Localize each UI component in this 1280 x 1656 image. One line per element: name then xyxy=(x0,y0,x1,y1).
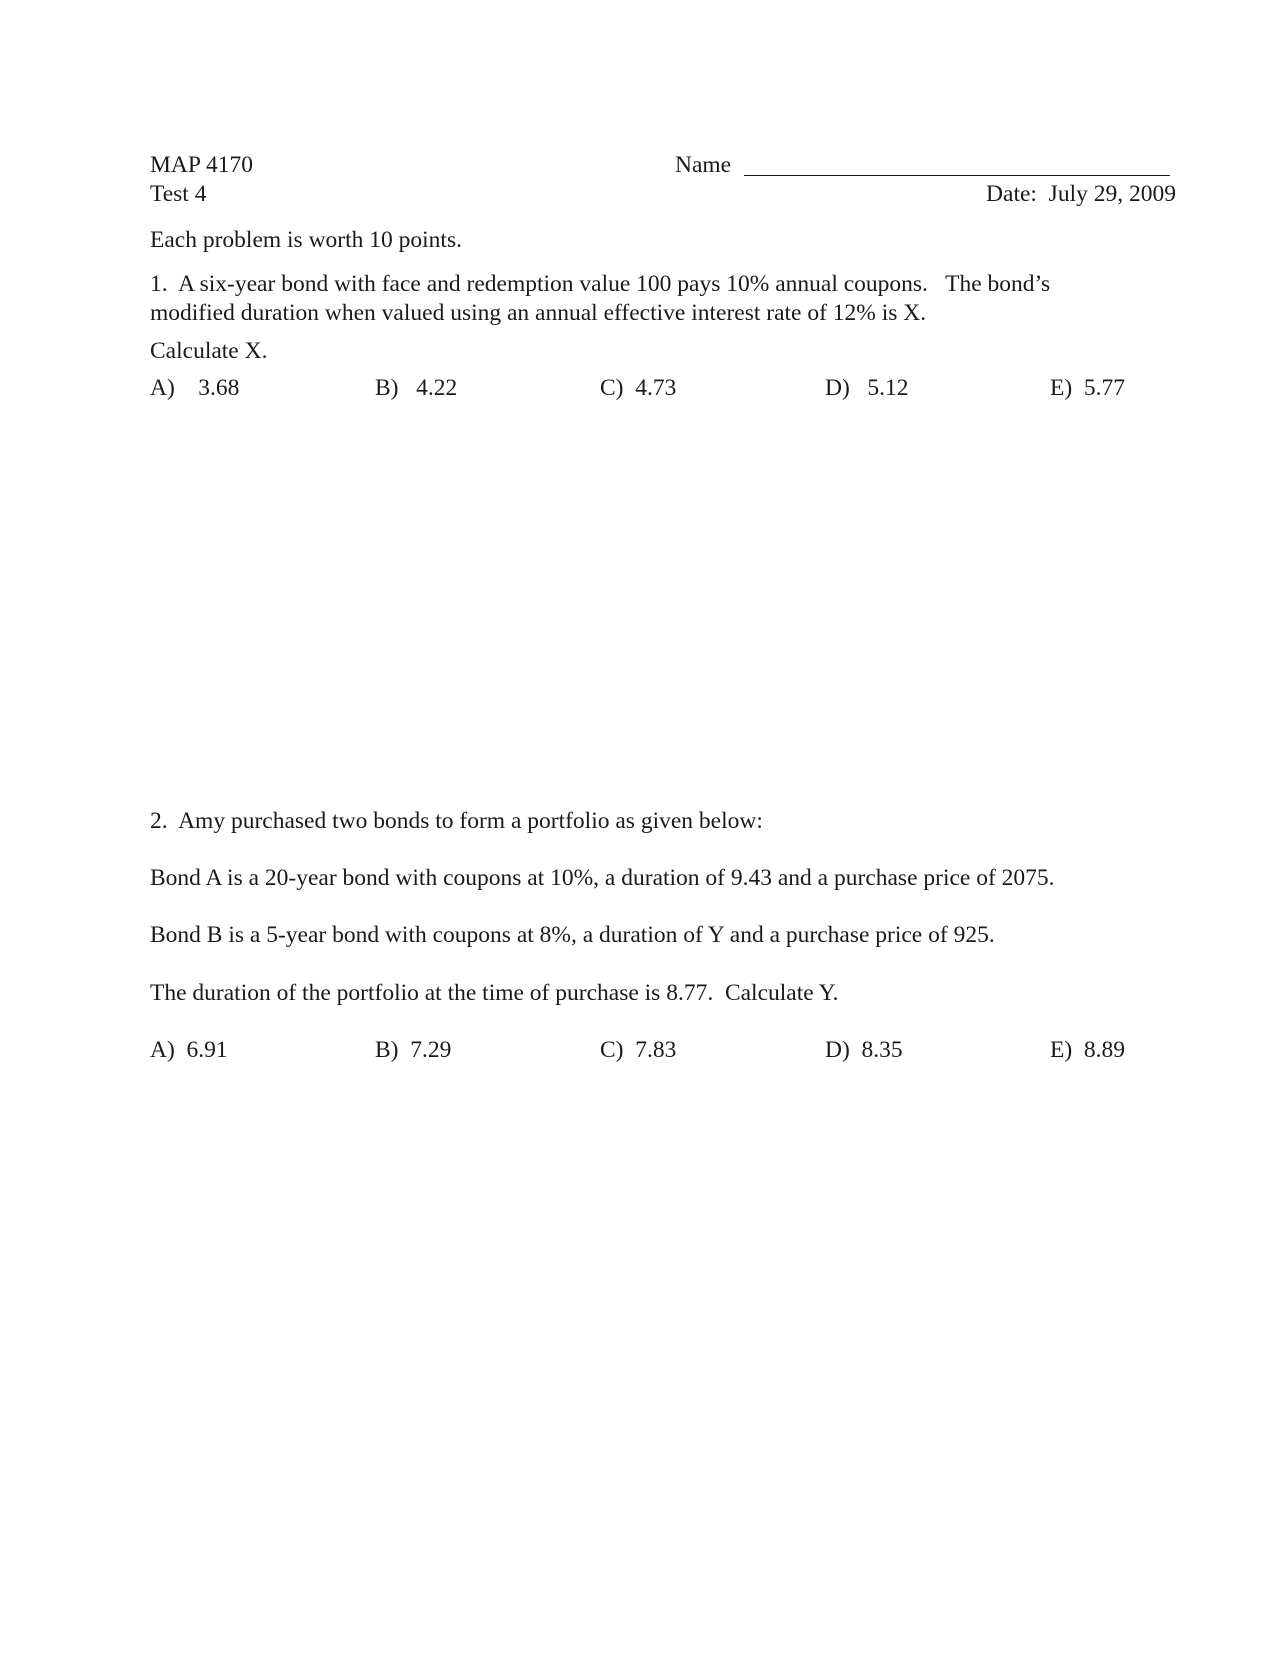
exam-date: Date: July 29, 2009 xyxy=(986,181,1176,207)
name-label: Name xyxy=(675,152,732,178)
question-2-bond-a: Bond A is a 20-year bond with coupons at 10%, a duration of 9.43 and a purchase price of 2075. xyxy=(150,865,1055,891)
course-code: MAP 4170 xyxy=(150,152,253,178)
question-1-option-a: A) 3.68 xyxy=(150,375,240,401)
question-2-option-b: B) 7.29 xyxy=(375,1037,452,1063)
question-2-option-c: C) 7.83 xyxy=(600,1037,677,1063)
test-title: Test 4 xyxy=(150,181,207,207)
question-2-option-a: A) 6.91 xyxy=(150,1037,228,1063)
question-1-prompt: Calculate X. xyxy=(150,338,268,364)
question-2-intro: 2. Amy purchased two bonds to form a portfolio as given below: xyxy=(150,808,763,834)
question-1-option-c: C) 4.73 xyxy=(600,375,677,401)
question-2-option-d: D) 8.35 xyxy=(825,1037,903,1063)
question-1-option-d: D) 5.12 xyxy=(825,375,909,401)
question-1-line-2: modified duration when valued using an annual effective interest rate of 12% is X. xyxy=(150,300,927,326)
points-note: Each problem is worth 10 points. xyxy=(150,227,462,253)
question-2-option-e: E) 8.89 xyxy=(1050,1037,1126,1063)
question-2-bond-b: Bond B is a 5-year bond with coupons at 8%, a duration of Y and a purchase price of 925. xyxy=(150,922,995,948)
question-2-prompt: The duration of the portfolio at the time of purchase is 8.77. Calculate Y. xyxy=(150,980,839,1006)
question-1-option-b: B) 4.22 xyxy=(375,375,458,401)
question-1-line-1: 1. A six-year bond with face and redemption value 100 pays 10% annual coupons. The bond’s xyxy=(150,271,1051,297)
question-1-option-e: E) 5.77 xyxy=(1050,375,1126,401)
name-blank-line xyxy=(744,175,1170,176)
